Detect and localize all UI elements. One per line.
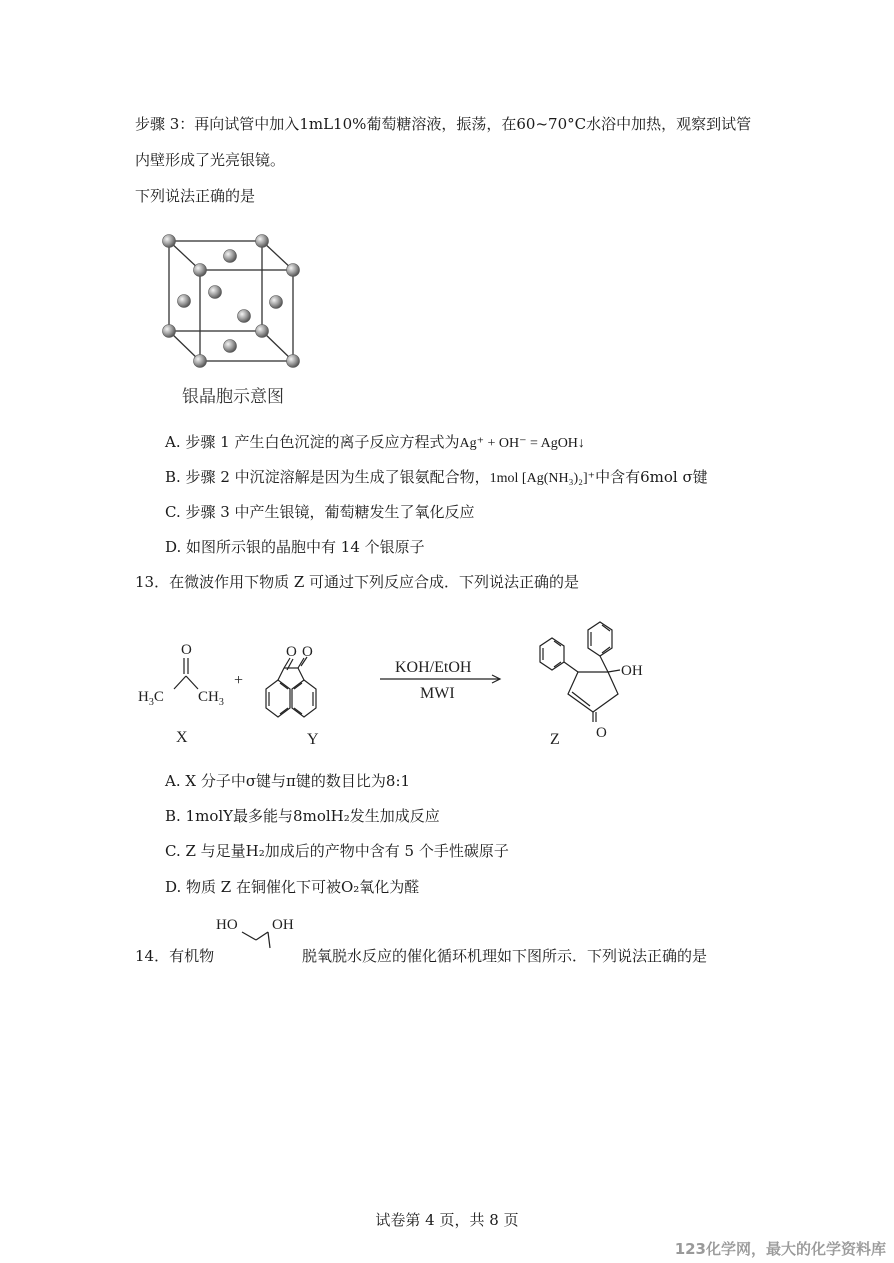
silver-unit-cell-diagram (155, 228, 315, 373)
y-carbonyl-o2: O (302, 644, 313, 660)
z-hydroxyl: OH (621, 663, 643, 679)
x-left-methyl: $H_3C$ (138, 689, 164, 708)
reagent-top: KOH/EtOH (395, 659, 472, 676)
q12-option-b (165, 467, 708, 489)
z-carbonyl-o: O (596, 725, 607, 741)
q13-option-d: D. 物质 Z 在铜催化下可被O₂氧化为醛 (165, 878, 420, 896)
page-footer: 试卷第 4 页，共 8 页 (375, 1211, 519, 1229)
diol-oh: OH (272, 917, 294, 933)
q12-option-a-equation: Ag⁺ + OH⁻ = AgOH↓ (459, 436, 585, 451)
propanediol-structure (212, 912, 302, 964)
q12-stem: 下列说法正确的是 (135, 187, 256, 205)
q13-option-b: B. 1molY最多能与8molH₂发生加成反应 (165, 807, 440, 825)
plus-sign: + (234, 672, 244, 689)
q12-option-c: C. 步骤 3 中产生银镜，葡萄糖发生了氧化反应 (165, 503, 475, 521)
reaction-scheme (130, 610, 650, 760)
q12-option-b-suffix: 中含有6mol σ键 (595, 468, 708, 486)
q14-stem-right: 脱氧脱水反应的催化循环机理如下图所示．下列说法正确的是 (302, 947, 708, 965)
figure-caption: 银晶胞示意图 (182, 387, 284, 407)
y-carbonyl-o1: O (286, 644, 297, 660)
label-x: X (176, 729, 188, 746)
q12-option-a-text: A. 步骤 1 产生白色沉淀的离子反应方程式为 (165, 433, 460, 451)
step3-line2: 内壁形成了光亮银镜。 (135, 151, 286, 169)
label-z: Z (550, 731, 560, 748)
diol-ho: HO (216, 917, 238, 933)
q13-stem: 13．在微波作用下物质 Z 可通过下列反应合成．下列说法正确的是 (135, 573, 580, 591)
q13-option-a: A. X 分子中σ键与π键的数目比为8:1 (165, 772, 411, 790)
x-carbonyl-o: O (181, 642, 192, 658)
step3-line1: 步骤 3：再向试管中加入1mL10%葡萄糖溶液，振荡，在60~70°C水浴中加热，观察到试管 (135, 115, 752, 133)
reagent-bottom: MWI (420, 685, 455, 702)
watermark: 123化学网，最大的化学资料库 (674, 1240, 886, 1258)
x-right-methyl: $CH_3$ (198, 689, 224, 708)
label-y: Y (307, 731, 319, 748)
q12-option-b-text: B. 步骤 2 中沉淀溶解是因为生成了银氨配合物， (165, 468, 490, 486)
q12-option-a (165, 432, 585, 454)
q12-option-b-formula: 1mol [Ag(NH₃)₂]⁺ (489, 471, 596, 486)
q13-option-c: C. Z 与足量H₂加成后的产物中含有 5 个手性碳原子 (165, 842, 509, 860)
q14-stem-left: 14．有机物 (135, 947, 215, 965)
q12-option-d: D. 如图所示银的晶胞中有 14 个银原子 (165, 538, 425, 556)
